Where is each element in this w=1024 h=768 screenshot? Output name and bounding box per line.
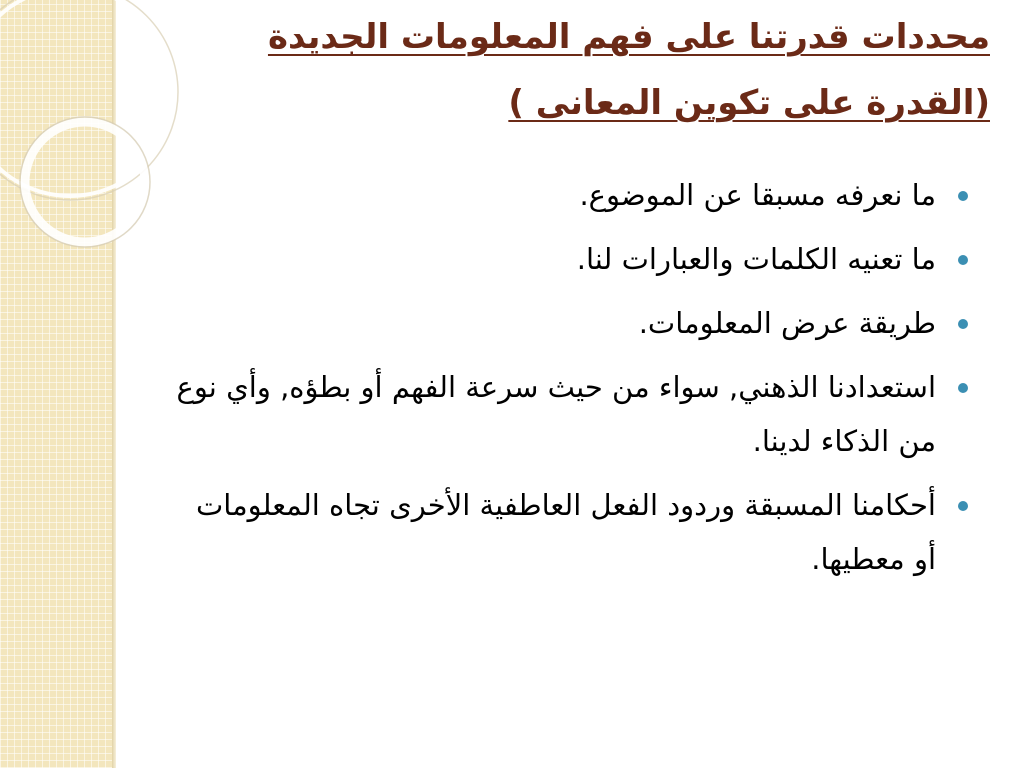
title-line-2: (القدرة على تكوين المعانى ) xyxy=(508,83,990,123)
decorative-circle-small xyxy=(25,122,145,242)
title-line-1: محددات قدرتنا على فهم المعلومات الجديدة xyxy=(267,17,990,57)
bullet-text: أحكامنا المسبقة وردود الفعل العاطفية الأخرى تجاه المعلومات أو معطيها. xyxy=(195,488,936,576)
bullet-dot-icon xyxy=(958,383,968,393)
bullet-item xyxy=(168,232,968,286)
bullet-text: استعدادنا الذهني, سواء من حيث سرعة الفهم أو بطؤه, وأي نوع من الذكاء لدينا. xyxy=(176,370,936,458)
bullet-item xyxy=(168,478,968,586)
bullet-list xyxy=(168,168,968,596)
bullet-dot-icon xyxy=(958,319,968,329)
bullet-item xyxy=(168,360,968,468)
bullet-text: ما تعنيه الكلمات والعبارات لنا. xyxy=(576,242,936,276)
bullet-dot-icon xyxy=(958,255,968,265)
slide-title xyxy=(210,4,990,136)
bullet-text: طريقة عرض المعلومات. xyxy=(638,306,936,340)
bullet-dot-icon xyxy=(958,191,968,201)
bullet-item xyxy=(168,296,968,350)
bullet-text: ما نعرفه مسبقا عن الموضوع. xyxy=(579,178,936,212)
bullet-dot-icon xyxy=(958,501,968,511)
bullet-item xyxy=(168,168,968,222)
